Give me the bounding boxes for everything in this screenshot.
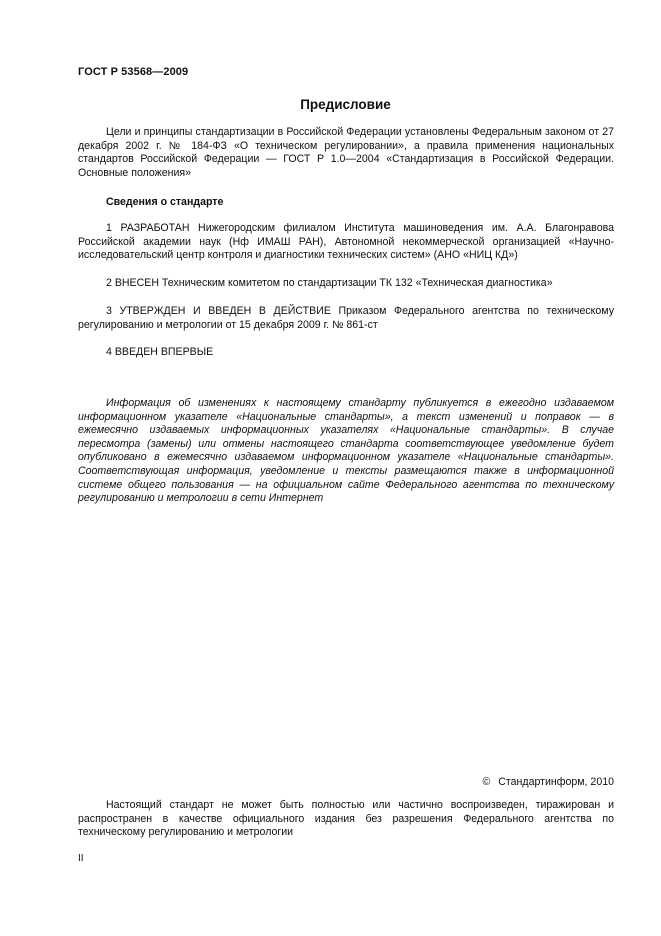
standard-id-header: ГОСТ Р 53568—2009 bbox=[78, 66, 189, 78]
info-heading: Сведения о стандарте bbox=[106, 196, 224, 208]
item-introduced: 2 ВНЕСЕН Техническим комитетом по стандартизации ТК 132 «Техническая диагностика» bbox=[106, 277, 553, 289]
rights-paragraph: Настоящий стандарт не может быть полностью или частично воспроизведен, тиражирован и распространен в качестве официального издания без разрешения Федерального агентства по техническому регулированию и метрологии bbox=[78, 799, 614, 839]
copyright-symbol: © bbox=[482, 776, 491, 788]
notice-paragraph: Информация об изменениях к настоящему стандарту публикуется в ежегодно издаваемом информационном указателе «Национальные стандарты», а текст изменений и поправок — в ежемесячно издаваемых информационных указателях «Национальные стандарты». В случае пересмотра (замены) или отмены настоящего стандарта соответствующее уведомление будет опубликовано в ежемесячно издаваемом информационном указателе «Национальные стандарты». Соответствующая информация, уведомление и тексты размещаются также в информационной системе общего пользования — на официальном сайте Федерального агентства по техническому регулированию и метрологии в сети Интернет bbox=[78, 397, 614, 505]
page-number: II bbox=[78, 853, 84, 864]
item-first-introduced: 4 ВВЕДЕН ВПЕРВЫЕ bbox=[106, 346, 214, 358]
item-approved: 3 УТВЕРЖДЕН И ВВЕДЕН В ДЕЙСТВИЕ Приказом Федерального агентства по техническому регулированию и метрологии от 15 декабря 2009 г. № 861-ст bbox=[78, 305, 614, 331]
copyright-line bbox=[482, 776, 614, 788]
page-title: Предисловие bbox=[300, 97, 391, 112]
intro-paragraph: Цели и принципы стандартизации в Российской Федерации установлены Федеральным законом от 27 декабря 2002 г. № 184-ФЗ «О техническом регулировании», а правила применения национальных стандартов Российской Федерации — ГОСТ Р 1.0—2004 «Стандартизация в Российской Федерации. Основные положения» bbox=[78, 126, 614, 179]
copyright-text: Стандартинформ, 2010 bbox=[498, 776, 614, 788]
item-developed: 1 РАЗРАБОТАН Нижегородским филиалом Института машиноведения им. А.А. Благонравова Российской академии наук (Нф ИМАШ РАН), Автономной некоммерческой организацией «Научно-исследовательский центр контроля и диагностики технических систем» (АНО «НИЦ КД») bbox=[78, 222, 614, 262]
